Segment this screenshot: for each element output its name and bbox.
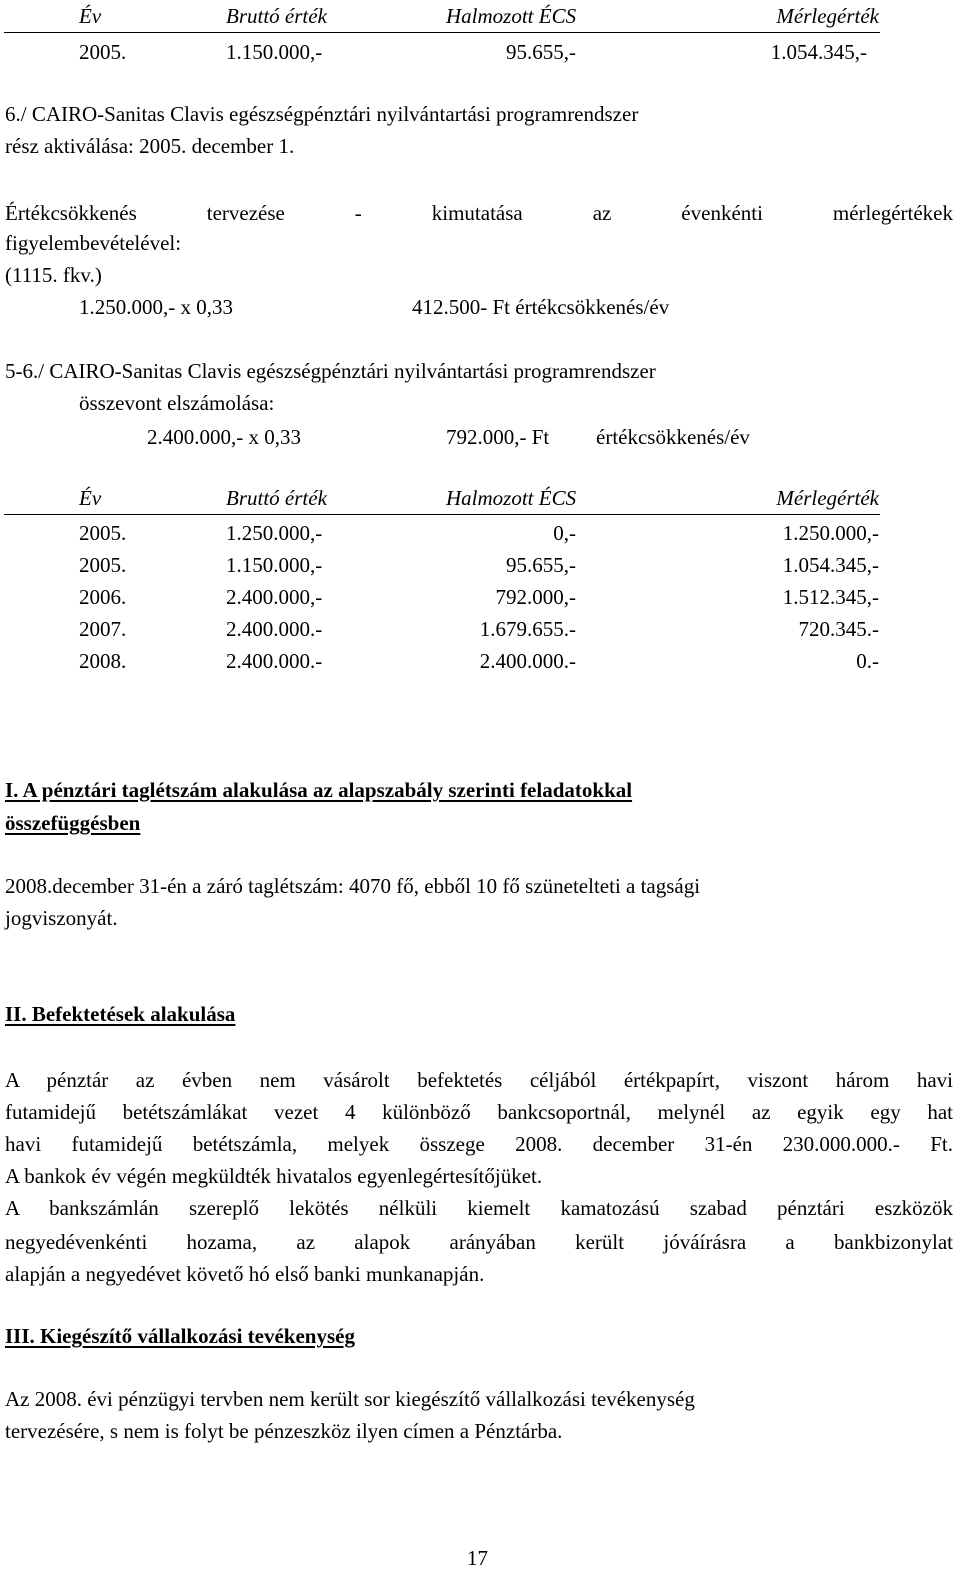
gross-cell: 2.400.000.- bbox=[226, 617, 323, 641]
gross-cell: 1.250.000,- bbox=[226, 521, 323, 545]
balance-cell: 1.250.000,- bbox=[782, 521, 879, 545]
section3-line1: Az 2008. évi pénzügyi tervben nem került sor kiegészítő vállalkozási tevékenység bbox=[5, 1387, 695, 1411]
table-row bbox=[0, 555, 960, 579]
item6-line2: rész aktiválása: 2005. december 1. bbox=[5, 134, 295, 158]
balance-cell: 1.512.345,- bbox=[782, 585, 879, 609]
year-cell: 2008. bbox=[79, 649, 127, 673]
accumulated-cell: 792.000,- bbox=[495, 585, 576, 609]
section2-title: II. Befektetések alakulása bbox=[5, 1002, 236, 1026]
table-row bbox=[0, 619, 960, 643]
table1-header-rule bbox=[4, 32, 880, 33]
depreciation-calc-left: 1.250.000,- x 0,33 bbox=[79, 295, 233, 319]
col-header-balance: Mérlegérték bbox=[776, 4, 879, 28]
year-cell: 2005. bbox=[79, 40, 127, 64]
section1-para-line2: jogviszonyát. bbox=[5, 906, 118, 930]
section2-line: A bankszámlán szereplő lekötés nélküli kiemelt kamatozású szabad pénztári eszközök bbox=[5, 1196, 953, 1220]
balance-cell: 720.345.- bbox=[798, 617, 879, 641]
section1-title-line1: I. A pénztári taglétszám alakulása az alapszabály szerinti feladatokkal bbox=[5, 778, 633, 802]
col-header-accumulated: Halmozott ÉCS bbox=[446, 4, 577, 28]
col-header-gross: Bruttó érték bbox=[226, 4, 327, 28]
col-header-balance: Mérlegérték bbox=[776, 486, 879, 510]
table-row bbox=[0, 651, 960, 675]
year-cell: 2007. bbox=[79, 617, 127, 641]
item56-line1: 5-6./ CAIRO-Sanitas Clavis egészségpénztári nyilvántartási programrendszer bbox=[5, 359, 656, 383]
table2-header-rule bbox=[4, 514, 880, 515]
balance-cell: 1.054.345,- bbox=[782, 553, 879, 577]
table-row bbox=[0, 587, 960, 611]
depreciation-line2: figyelembevételével: bbox=[5, 231, 182, 255]
depreciation-line1: Értékcsökkenés tervezése - kimutatása az évenkénti mérlegértékek bbox=[5, 201, 953, 225]
gross-cell: 2.400.000,- bbox=[226, 585, 323, 609]
item56-calc-mid: 792.000,- Ft bbox=[446, 425, 550, 449]
gross-cell: 1.150.000,- bbox=[226, 553, 323, 577]
accumulated-cell: 0,- bbox=[553, 521, 576, 545]
section2-line: negyedévenkénti hozama, az alapok arányában került jóváírásra a bankbizonylat bbox=[5, 1230, 953, 1254]
year-cell: 2005. bbox=[79, 553, 127, 577]
section2-line: havi futamidejű betétszámla, melyek összege 2008. december 31-én 230.000.000.- Ft. bbox=[5, 1132, 953, 1156]
accumulated-cell: 95.655,- bbox=[506, 40, 576, 64]
balance-cell: 0.- bbox=[856, 649, 879, 673]
depreciation-calc-right: 412.500- Ft értékcsökkenés/év bbox=[412, 295, 670, 319]
accumulated-cell: 2.400.000.- bbox=[479, 649, 576, 673]
table1-header-row bbox=[0, 6, 960, 30]
section2-line: A bankok év végén megküldték hivatalos egyenlegértesítőjüket. bbox=[5, 1164, 543, 1188]
year-cell: 2006. bbox=[79, 585, 127, 609]
section1-title-line2: összefüggésben bbox=[5, 811, 141, 835]
col-header-year: Év bbox=[79, 486, 102, 510]
table2-header-row bbox=[0, 488, 960, 512]
section2-line: futamidejű betétszámlákat vezet 4 különböző bankcsoportnál, melynél az egyik egy hat bbox=[5, 1100, 953, 1124]
gross-cell: 1.150.000,- bbox=[226, 40, 323, 64]
item56-calc-left: 2.400.000,- x 0,33 bbox=[147, 425, 301, 449]
section3-line2: tervezésére, s nem is folyt be pénzeszköz ilyen címen a Pénztárba. bbox=[5, 1419, 563, 1443]
balance-cell: 1.054.345,- bbox=[770, 40, 867, 64]
section2-line: alapján a negyedévet követő hó első banki munkanapján. bbox=[5, 1262, 485, 1286]
year-cell: 2005. bbox=[79, 521, 127, 545]
gross-cell: 2.400.000.- bbox=[226, 649, 323, 673]
depreciation-line3: (1115. fkv.) bbox=[5, 263, 102, 287]
item6-line1: 6./ CAIRO-Sanitas Clavis egészségpénztári nyilvántartási programrendszer bbox=[5, 102, 639, 126]
section2-line: A pénztár az évben nem vásárolt befektetés céljából értékpapírt, viszont három havi bbox=[5, 1068, 953, 1092]
accumulated-cell: 1.679.655.- bbox=[479, 617, 576, 641]
accumulated-cell: 95.655,- bbox=[506, 553, 576, 577]
section1-para-line1: 2008.december 31-én a záró taglétszám: 4070 fő, ebből 10 fő szünetelteti a tagsági bbox=[5, 874, 701, 898]
item56-calc-right: értékcsökkenés/év bbox=[596, 425, 750, 449]
table-row bbox=[0, 523, 960, 547]
page-number: 17 bbox=[467, 1546, 488, 1570]
table-row bbox=[0, 42, 960, 66]
item56-line2: összevont elszámolása: bbox=[79, 391, 275, 415]
col-header-accumulated: Halmozott ÉCS bbox=[446, 486, 577, 510]
section3-title: III. Kiegészítő vállalkozási tevékenység bbox=[5, 1324, 355, 1348]
col-header-year: Év bbox=[79, 4, 102, 28]
col-header-gross: Bruttó érték bbox=[226, 486, 327, 510]
